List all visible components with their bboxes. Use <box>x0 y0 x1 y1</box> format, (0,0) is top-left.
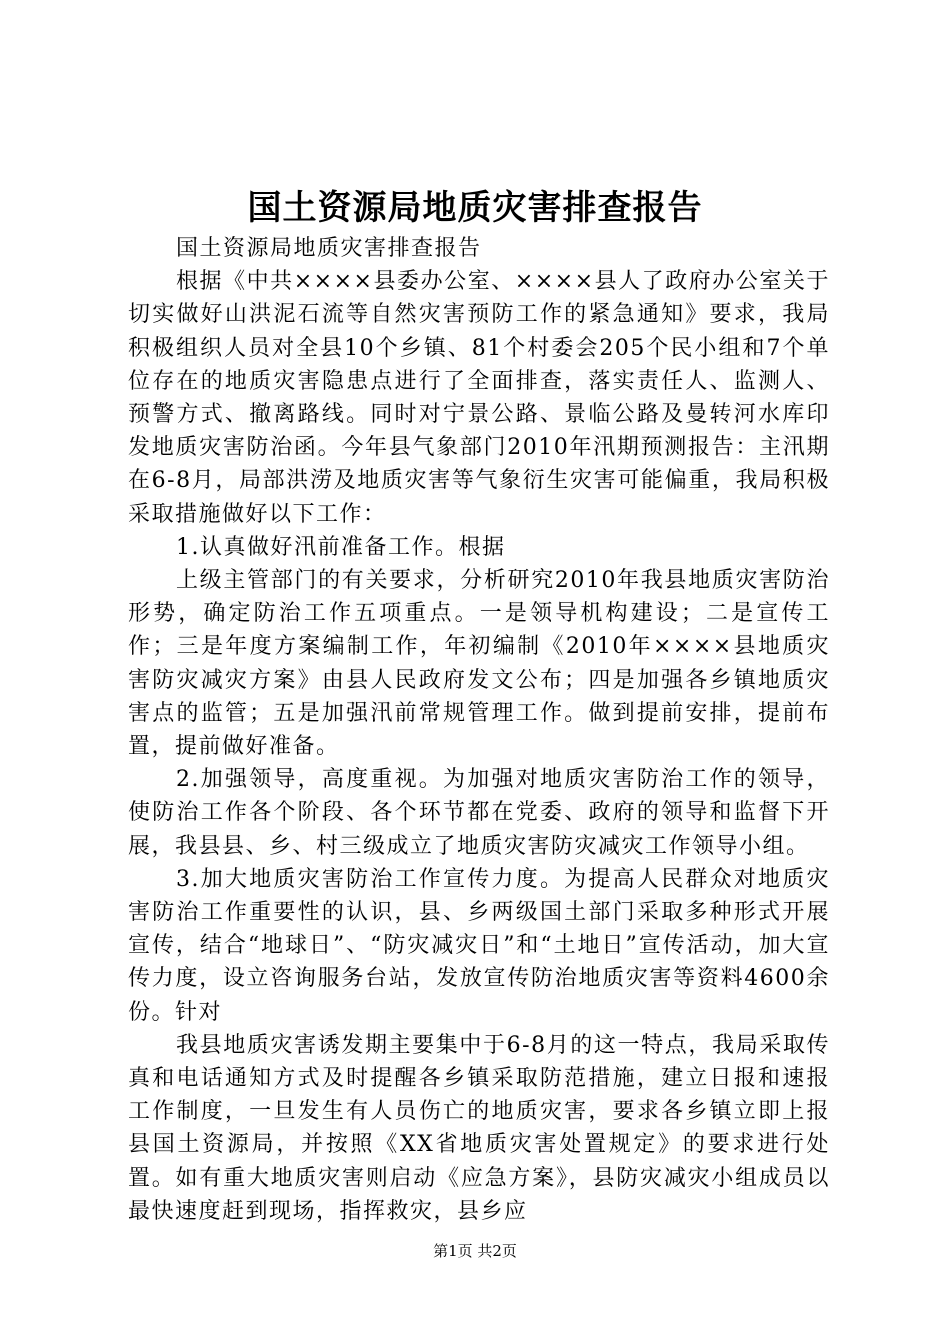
item-2-paragraph: 2.加强领导，高度重视。为加强对地质灾害防治工作的领导，使防治工作各个阶段、各个环节都在党委、政府的领导和监督下开展，我县县、乡、村三级成立了地质灾害防灾减灾工作领导小组。 <box>128 767 830 859</box>
document-title: 国土资源局地质灾害排查报告 <box>247 188 703 228</box>
intro-paragraph: 根据《中共××××县委办公室、××××县人了政府办公室关于切实做好山洪泥石流等自然灾害预防工作的紧急通知》要求，我局积极组织人员对全县10个乡镇、81个村委会205个民小组和7个单位存在的地质灾害隐患点进行了全面排查，落实责任人、监测人、预警方式、撤离路线。同时对宁景公路、景临公路及曼转河水库印发地质灾害防治函。今年县气象部门2010年汛期预测报告：主汛期在6-8月，局部洪涝及地质灾害等气象衍生灾害可能偏重，我局积极采取措施做好以下工作： <box>128 269 830 527</box>
subtitle-paragraph: 国土资源局地质灾害排查报告 <box>176 236 482 261</box>
item-1-body-paragraph: 上级主管部门的有关要求，分析研究2010年我县地质灾害防治形势，确定防治工作五项重点。一是领导机构建设；二是宣传工作；三是年度方案编制工作，年初编制《2010年××××县地质灾害防灾减灾方案》由县人民政府发文公布；四是加强各乡镇地质灾害点的监管；五是加强汛前常规管理工作。做到提前安排，提前布置，提前做好准备。 <box>128 568 830 760</box>
item-3-continuation-paragraph: 我县地质灾害诱发期主要集中于6-8月的这一特点，我局采取传真和电话通知方式及时提醒各乡镇采取防范措施，建立日报和速报工作制度，一旦发生有人员伤亡的地质灾害，要求各乡镇立即上报县国土资源局，并按照《XX省地质灾害处置规定》的要求进行处置。如有重大地质灾害则启动《应急方案》，县防灾减灾小组成员以最快速度赶到现场，指挥救灾，县乡应 <box>128 1032 830 1224</box>
item-1-heading-paragraph: 1.认真做好汛前准备工作。根据 <box>176 534 506 560</box>
item-3-paragraph: 3.加大地质灾害防治工作宣传力度。为提高人民群众对地质灾害防治工作重要性的认识，县、乡两级国土部门采取多种形式开展宣传，结合“地球日”、“防灾减灾日”和“土地日”宣传活动，加大宣传力度，设立咨询服务台站，发放宣传防治地质灾害等资料4600余份。针对 <box>128 866 830 1025</box>
document-body <box>128 232 830 1228</box>
page-number-footer: 第1页 共2页 <box>433 1242 517 1260</box>
